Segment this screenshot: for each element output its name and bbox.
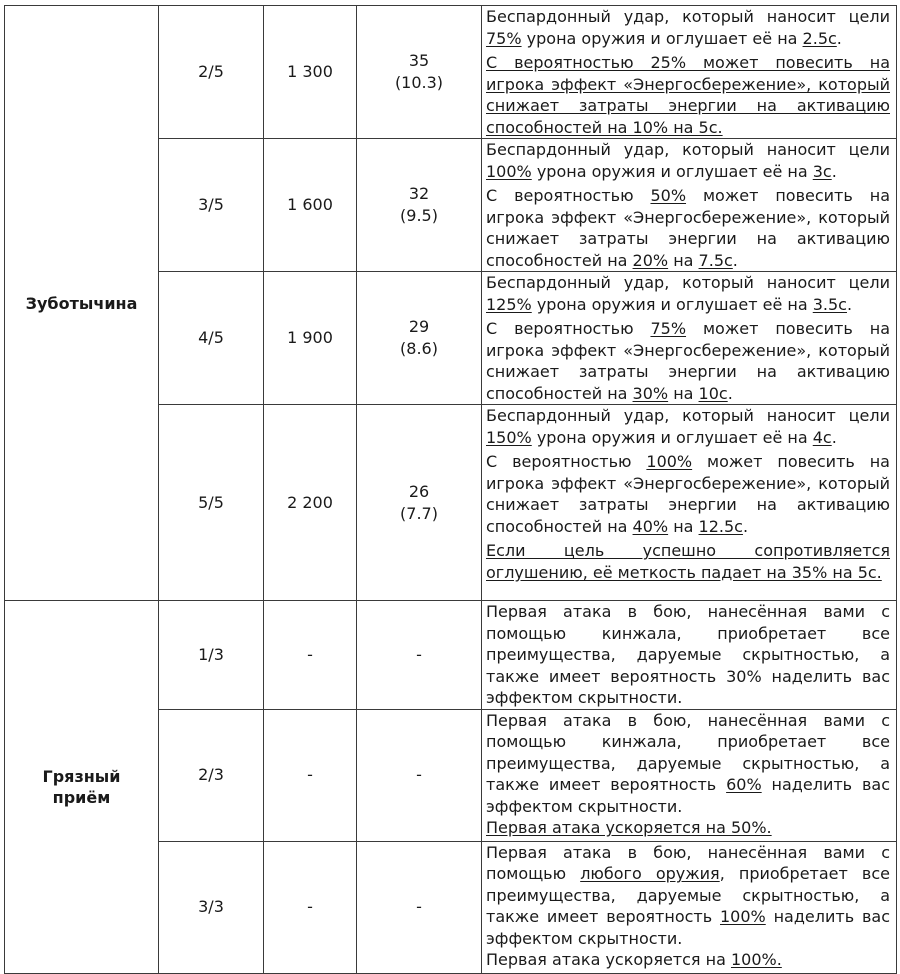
cost-cell: - <box>264 709 357 841</box>
description-cell <box>482 6 897 139</box>
energy-sub-value: (8.6) <box>400 339 438 358</box>
skill-name: Зуботычина <box>25 293 138 313</box>
skills-table <box>4 5 897 974</box>
energy-value: 32 <box>408 184 430 203</box>
description-cell <box>482 709 897 841</box>
cost-cell: 1 300 <box>264 6 357 139</box>
description-paragraph-new: Первая атака ускоряется на 50%. <box>486 818 772 837</box>
energy-sub-value: (7.7) <box>400 503 438 523</box>
energy-cell: - <box>357 601 482 710</box>
table-row <box>5 601 897 710</box>
energy-cell: - <box>357 841 482 973</box>
description-paragraph: Беспардонный удар, который наносит цели 150% урона оружия и оглушает её на 4с. <box>486 406 890 447</box>
energy-value: 29 <box>408 317 430 336</box>
level-cell: 1/3 <box>159 601 264 710</box>
level-cell: 3/5 <box>159 139 264 272</box>
table-row <box>5 6 897 139</box>
energy-cell <box>357 6 482 139</box>
energy-sub-value: (10.3) <box>394 73 444 92</box>
description-cell <box>482 405 897 601</box>
skill-name: Грязный приём <box>42 766 121 807</box>
description-paragraph: С вероятностью 50% может повесить на игрока эффект «Энергосбережение», который снижает затраты энергии на активацию способностей на 20% на 7.5с. <box>486 186 890 270</box>
level-cell: 2/3 <box>159 709 264 841</box>
cost-cell: - <box>264 841 357 973</box>
energy-value: 35 <box>408 51 430 70</box>
energy-value: 26 <box>408 481 430 501</box>
energy-sub-value: (9.5) <box>400 206 438 225</box>
cost-cell: - <box>264 601 357 710</box>
skill-name-cell <box>5 6 159 601</box>
description-paragraph: Первая атака ускоряется на 100%. <box>486 950 782 969</box>
description-paragraph: Первая атака в бою, нанесённая вами с помощью кинжала, приобретает все преимущества, даруемые скрытностью, а также имеет вероятность 60% наделить вас эффектом скрытности. <box>486 710 890 816</box>
description-paragraph: Первая атака в бою, нанесённая вами с помощью кинжала, приобретает все преимущества, даруемые скрытностью, а также имеет вероятность 30% наделить вас эффектом скрытности. <box>486 602 890 707</box>
level-cell: 5/5 <box>159 405 264 601</box>
cost-cell: 2 200 <box>264 405 357 601</box>
description-cell <box>482 841 897 973</box>
level-cell: 3/3 <box>159 841 264 973</box>
description-paragraph: Первая атака в бою, нанесённая вами с помощью любого оружия, приобретает все преимущества, даруемые скрытностью, а также имеет вероятность 100% наделить вас эффектом скрытности. <box>486 842 890 948</box>
energy-cell <box>357 139 482 272</box>
cost-cell: 1 900 <box>264 272 357 405</box>
description-cell <box>482 272 897 405</box>
description-paragraph: Беспардонный удар, который наносит цели 125% урона оружия и оглушает её на 3.5с. <box>486 273 890 314</box>
description-paragraph: С вероятностью 100% может повесить на игрока эффект «Энергосбережение», который снижает затраты энергии на активацию способностей на 40% на 12.5с. <box>486 452 890 536</box>
description-paragraph: Беспардонный удар, который наносит цели 75% урона оружия и оглушает её на 2.5с. <box>486 7 890 48</box>
skill-name-cell <box>5 601 159 974</box>
description-cell <box>482 139 897 272</box>
description-paragraph: С вероятностью 75% может повесить на игрока эффект «Энергосбережение», который снижает затраты энергии на активацию способностей на 30% на 10с. <box>486 319 890 403</box>
description-paragraph-new: Если цель успешно сопротивляется оглушению, её меткость падает на 35% на 5с. <box>486 541 890 582</box>
level-cell: 4/5 <box>159 272 264 405</box>
description-paragraph: Беспардонный удар, который наносит цели 100% урона оружия и оглушает её на 3с. <box>486 140 890 181</box>
level-cell: 2/5 <box>159 6 264 139</box>
energy-cell: - <box>357 709 482 841</box>
energy-cell <box>357 405 482 601</box>
energy-cell <box>357 272 482 405</box>
cost-cell: 1 600 <box>264 139 357 272</box>
description-cell <box>482 601 897 710</box>
description-paragraph-new: С вероятностью 25% может повесить на игрока эффект «Энергосбережение», который снижает затраты энергии на активацию способностей на 10% на 5с. <box>486 53 890 137</box>
